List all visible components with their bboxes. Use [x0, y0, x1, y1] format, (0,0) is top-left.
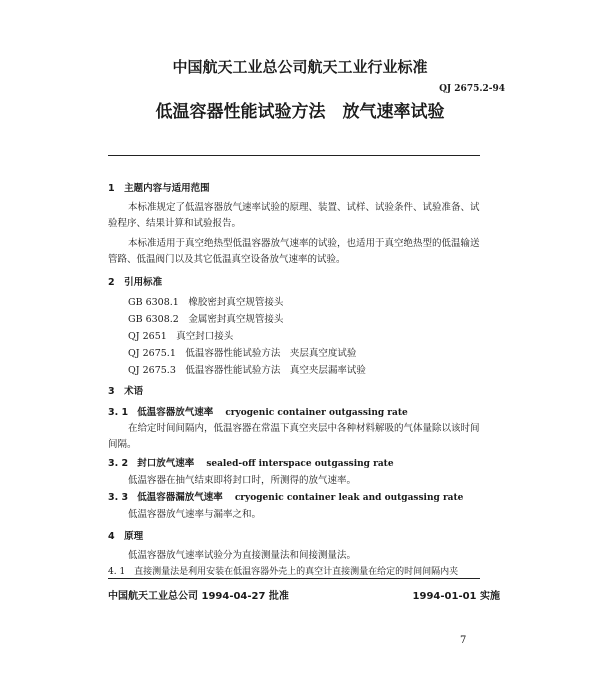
term-number: 3. 3 — [108, 492, 129, 503]
term-number: 3. 2 — [108, 458, 129, 469]
section-2-heading: 2 引用标准 — [108, 277, 163, 288]
issuing-organization: 中国航天工业总公司航天工业行业标准 — [172, 58, 428, 76]
section-1-paragraph-2: 本标准适用于真空绝热型低温容器放气速率的试验，也适用于真空绝热型的低温输送管路、低温阀门以及其它低温真空设备放气速率的试验。 — [108, 238, 480, 265]
term-english: sealed-off interspace outgassing rate — [206, 459, 394, 469]
term-3-2 — [108, 455, 394, 469]
term-chinese: 低温容器漏放气速率 — [137, 492, 223, 503]
section-1-heading: 1 主题内容与适用范围 — [108, 183, 210, 194]
header-rule — [108, 155, 480, 156]
section-4-paragraph-1: 低温容器放气速率试验分为直接测量法和间接测量法。 — [128, 550, 357, 561]
page-number: 7 — [460, 635, 467, 646]
section-4-1-text: 4. 1 直接测量法是利用安装在低温容器外壳上的真空计直接测量在给定的时间间隔内夹 — [108, 567, 459, 577]
term-3-2-definition: 低温容器在抽气结束即将封口时，所测得的放气速率。 — [128, 475, 357, 486]
section-4-heading: 4 原理 — [108, 531, 144, 542]
implementation-date: 1994-01-01 实施 — [412, 591, 500, 602]
term-3-3-definition: 低温容器放气速率与漏率之和。 — [128, 509, 262, 520]
approval-date: 中国航天工业总公司 1994-04-27 批准 — [108, 591, 289, 602]
term-3-1-definition: 在给定时间间隔内，低温容器在常温下真空夹层中各种材料解吸的气体量除以该时间间隔。 — [108, 423, 480, 450]
section-1-paragraph-1: 本标准规定了低温容器放气速率试验的原理、装置、试样、试验条件、试验准备、试验程序、结果计算和试验报告。 — [108, 202, 480, 229]
reference-item: QJ 2675.3 低温容器性能试验方法 真空夹层漏率试验 — [128, 365, 366, 376]
reference-item: QJ 2675.1 低温容器性能试验方法 夹层真空度试验 — [128, 348, 357, 359]
term-3-3 — [108, 489, 463, 503]
reference-item: GB 6308.1 橡胶密封真空规管接头 — [128, 297, 284, 308]
term-chinese: 封口放气速率 — [137, 458, 195, 469]
term-3-1 — [108, 404, 408, 418]
term-english: cryogenic container leak and outgassing rate — [234, 493, 464, 503]
term-english: cryogenic container outgassing rate — [225, 408, 408, 418]
reference-item: QJ 2651 真空封口接头 — [128, 331, 234, 342]
reference-item: GB 6308.2 金属密封真空规管接头 — [128, 314, 284, 325]
term-chinese: 低温容器放气速率 — [137, 407, 214, 418]
term-number: 3. 1 — [108, 407, 129, 418]
section-3-heading: 3 术语 — [108, 386, 144, 397]
standard-code: QJ 2675.2-94 — [439, 84, 505, 94]
footer-rule — [108, 578, 480, 579]
document-title: 低温容器性能试验方法 放气速率试验 — [155, 102, 445, 122]
